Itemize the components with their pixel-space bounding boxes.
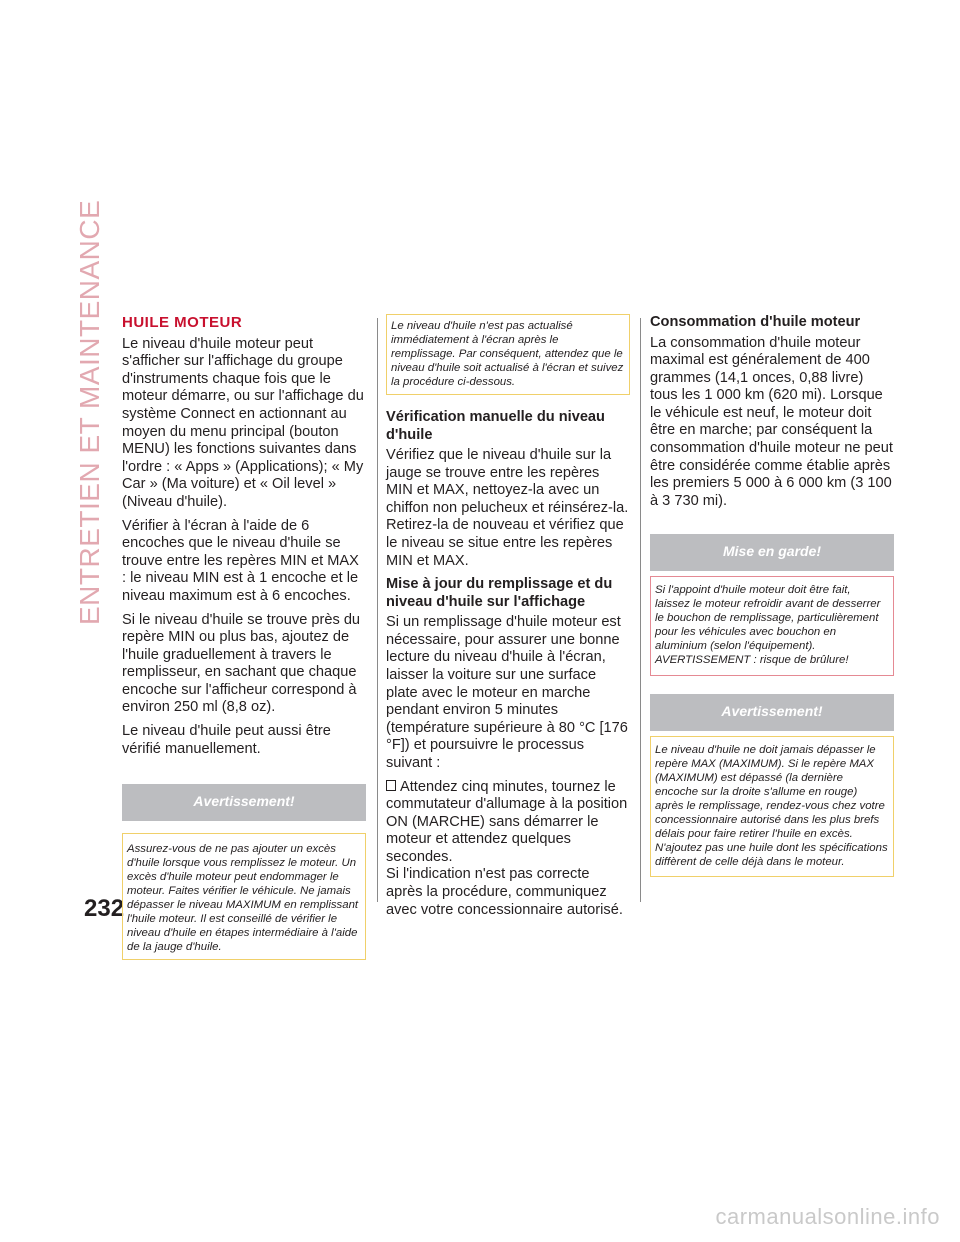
paragraph: Le niveau d'huile peut aussi être vérifié manuellement. (122, 723, 331, 757)
caution-banner: Mise en garde! (650, 534, 894, 571)
section-title: HUILE MOTEUR (122, 314, 243, 331)
warning-box: Le niveau d'huile ne doit jamais dépasser le repère MAX (MAXIMUM). Si le repère MAX (MAXIMUM) est dépassé (la dernière encoche sur la droite s'allume en rouge) après le remplissage, rendez-vous chez votre concessionnaire autorisé dans les plus brefs délais pour faire retirer l'huile en excès. N'ajoutez pas une huile dont les spécifications diffèrent de celle déjà dans le moteur. (650, 736, 894, 877)
warning-banner: Avertissement! (650, 694, 894, 731)
column-3 (650, 314, 894, 877)
bullet-text: Attendez cinq minutes, tournez le commutateur d'allumage à la position ON (MARCHE) sans démarrer le moteur et attendez quelques secondes. (386, 778, 628, 865)
subheading: Vérification manuelle du niveau d'huile (386, 409, 605, 443)
column-1 (122, 314, 366, 960)
paragraph: Vérifiez que le niveau d'huile sur la jauge se trouve entre les repères MIN et MAX, nettoyez-la avec un chiffon non pelucheux et réinsérez-la. Retirez-la de nouveau et vérifiez que le niveau se situe entre les repères MIN et MAX. (386, 447, 629, 569)
info-note: Le niveau d'huile n'est pas actualisé immédiatement à l'écran après le remplissage. Par conséquent, attendez que le niveau d'huile soit actualisé à l'écran et suivez la procédure ci-dessous. (386, 314, 630, 395)
subheading: Mise à jour du remplissage et du niveau d'huile sur l'affichage (386, 576, 613, 610)
column-2 (386, 314, 630, 925)
caution-box: Si l'appoint d'huile moteur doit être fait, laissez le moteur refroidir avant de desserrer le bouchon de remplissage, particulièrement pour les véhicules avec bouchon en aluminium (selon l'équipement). AVERTISSEMENT : risque de brûlure! (650, 576, 894, 676)
paragraph: Si le niveau d'huile se trouve près du repère MIN ou plus bas, ajoutez de l'huile graduellement à travers le remplisseur, en sachant que chaque encoche sur l'afficheur correspond à environ 250 ml (8,8 oz). (122, 611, 361, 716)
section-side-title (68, 199, 108, 625)
paragraph: Le niveau d'huile moteur peut s'afficher sur l'affichage du groupe d'instruments chaque fois que le moteur démarre, ou sur l'affichage du système Connect en actionnant au moyen du menu principal (bouton MENU) les fonctions suivantes dans l'ordre : « Apps » (Applications); « My Car » (Ma voiture) et « Oil level » (Niveau d'huile). (122, 335, 364, 510)
paragraph: La consommation d'huile moteur maximal est généralement de 400 grammes (14,1 onces, 0,88 livre) tous les 1 000 km (620 mi). Lorsque le véhicule est neuf, le moteur doit être en marche; par conséquent la consommation d'huile moteur ne peut être considérée comme établie après les premiers 5 000 à 6 000 km (3 100 à 3 730 mi). (650, 334, 893, 509)
paragraph: Si l'indication n'est pas correcte après la procédure, communiquez avec votre concessionnaire autorisé. (386, 866, 623, 918)
paragraph: Si un remplissage d'huile moteur est nécessaire, pour assurer une bonne lecture du niveau d'huile à l'écran, laisser la voiture sur une surface plate avec le moteur en marche pendant environ 5 minutes (température supérieure à 80 °C [176 °F]) et poursuivre le processus suivant : (386, 614, 628, 771)
column-divider (640, 318, 641, 902)
checkbox-bullet-icon (386, 780, 396, 791)
subheading: Consommation d'huile moteur (650, 314, 861, 330)
column-divider (377, 318, 378, 902)
watermark: carmanualsonline.info (715, 1204, 940, 1229)
page-number: 232 (84, 895, 125, 922)
warning-banner: Avertissement! (122, 784, 366, 821)
side-title-text: ENTRETIEN ET MAINTENANCE (74, 199, 105, 625)
paragraph: Vérifier à l'écran à l'aide de 6 encoches que le niveau d'huile se trouve entre les repères MIN et MAX : le niveau MIN est à 1 encoche et le niveau maximum est à 6 encoches. (122, 517, 359, 604)
warning-box: Assurez-vous de ne pas ajouter un excès d'huile lorsque vous remplissez le moteur. Un excès d'huile moteur peut endommager le moteur. Faites vérifier le véhicule. Ne jamais dépasser le niveau MAXIMUM en remplissant l'huile moteur. Il est conseillé de vérifier le niveau d'huile en étapes intermédiaire à l'aide de la jauge d'huile. (122, 833, 366, 960)
bullet-item (386, 779, 630, 867)
